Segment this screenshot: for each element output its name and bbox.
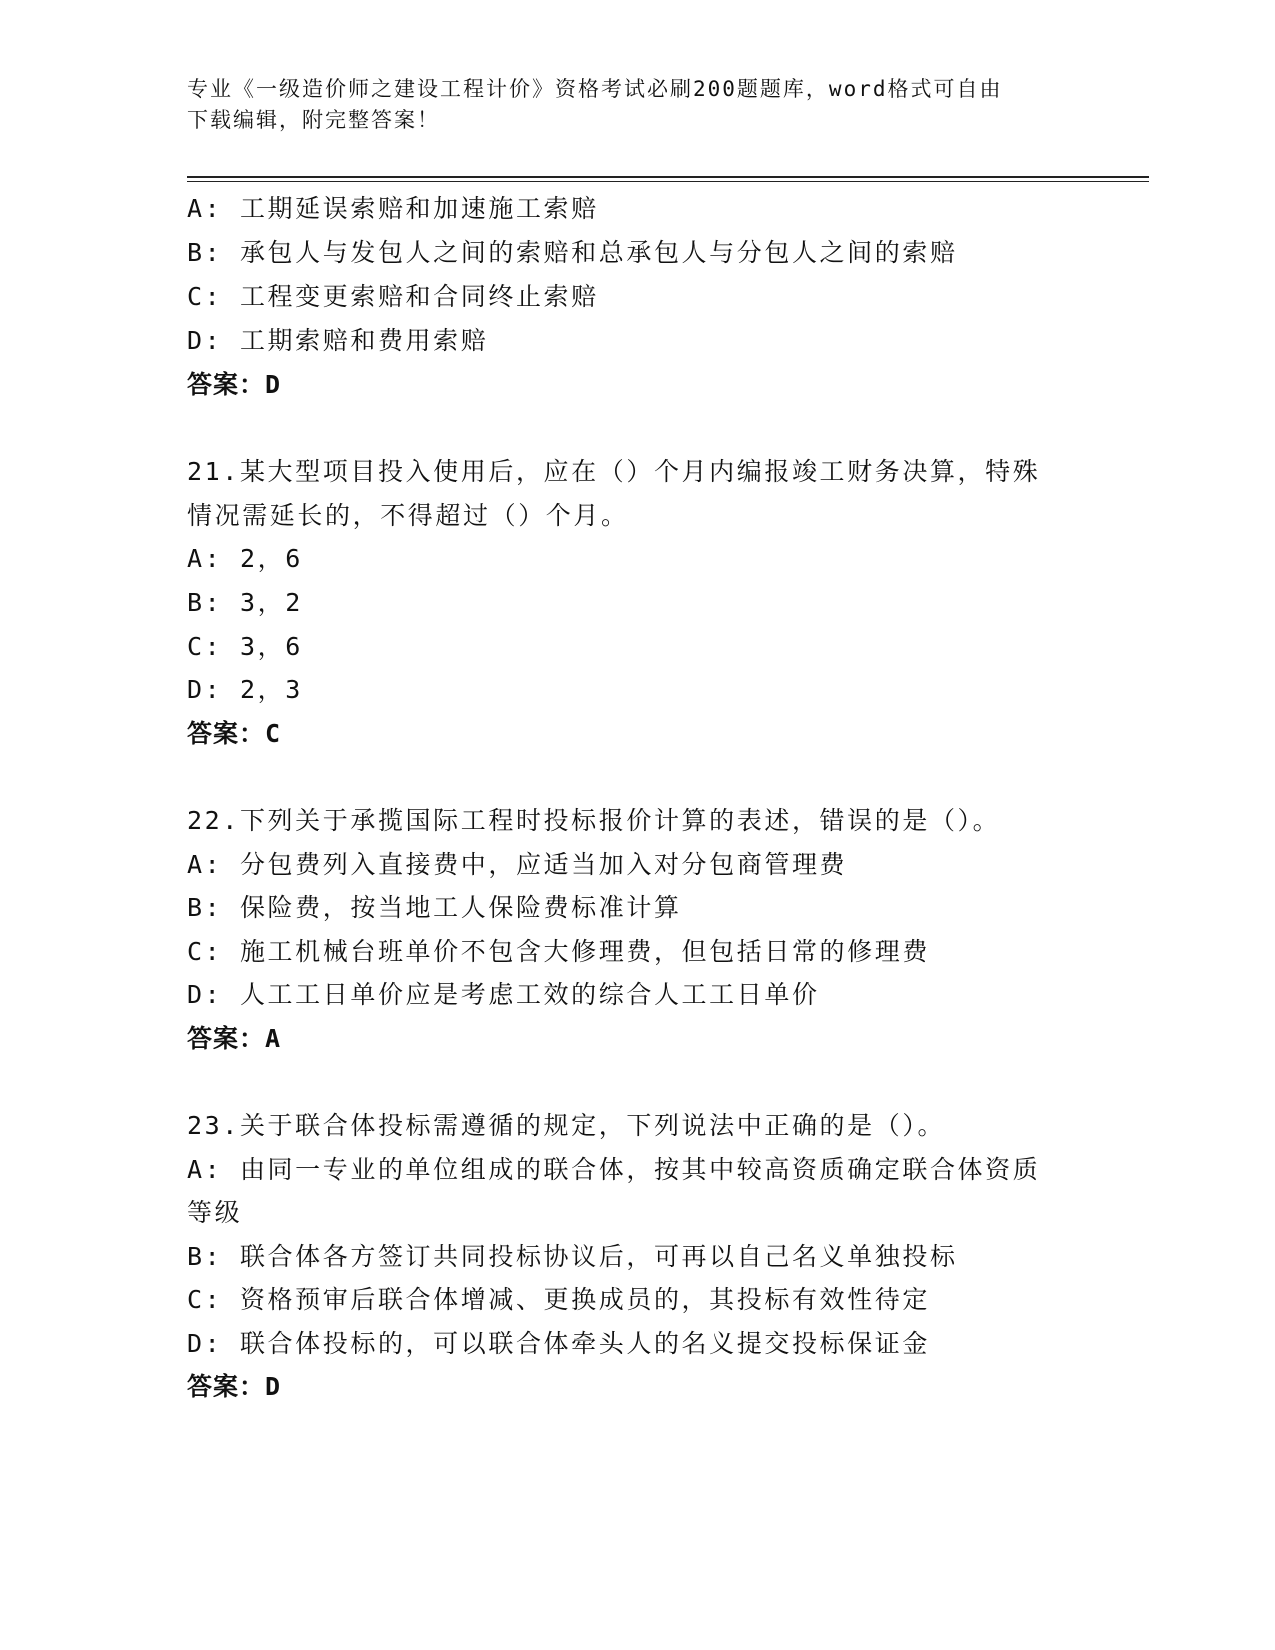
option-b: B: 联合体各方签订共同投标协议后，可再以自己名义单独投标 <box>187 1242 958 1271</box>
option-d: D: 工期索赔和费用索赔 <box>187 326 489 355</box>
option-c: C: 工程变更索赔和合同终止索赔 <box>187 282 599 311</box>
header-line-1: 专业《一级造价师之建设工程计价》资格考试必刷200题题库，word格式可自由 <box>187 77 1003 101</box>
option-a: A: 分包费列入直接费中，应适当加入对分包商管理费 <box>187 850 848 879</box>
option-d: D: 人工工日单价应是考虑工效的综合人工工日单价 <box>187 980 820 1009</box>
option-a: A: 工期延误索赔和加速施工索赔 <box>187 194 599 223</box>
answer: 答案：A <box>187 1024 282 1053</box>
option-a: A: 由同一专业的单位组成的联合体，按其中较高资质确定联合体资质 <box>187 1155 1041 1184</box>
option-a-continued: 等级 <box>187 1198 243 1227</box>
answer: 答案：D <box>187 370 282 399</box>
question-stem: 23.关于联合体投标需遵循的规定，下列说法中正确的是（）。 <box>187 1111 946 1140</box>
page-header <box>187 74 1067 136</box>
header-line-2: 下载编辑，附完整答案！ <box>187 108 440 132</box>
option-c: C: 资格预审后联合体增减、更换成员的，其投标有效性待定 <box>187 1285 930 1314</box>
option-c: C: 3，6 <box>187 632 303 661</box>
option-d: D: 联合体投标的，可以联合体牵头人的名义提交投标保证金 <box>187 1329 930 1358</box>
header-rule-thick <box>187 176 1149 178</box>
question-stem: 情况需延长的，不得超过（）个月。 <box>187 501 629 530</box>
question-stem: 22.下列关于承揽国际工程时投标报价计算的表述，错误的是（）。 <box>187 806 1001 835</box>
header-rule-thin <box>187 181 1149 182</box>
option-b: B: 3，2 <box>187 588 303 617</box>
option-b: B: 承包人与发包人之间的索赔和总承包人与分包人之间的索赔 <box>187 238 958 267</box>
option-c: C: 施工机械台班单价不包含大修理费，但包括日常的修理费 <box>187 937 930 966</box>
option-a: A: 2，6 <box>187 544 303 573</box>
answer: 答案：D <box>187 1372 282 1401</box>
answer: 答案：C <box>187 719 282 748</box>
option-d: D: 2，3 <box>187 675 303 704</box>
option-b: B: 保险费，按当地工人保险费标准计算 <box>187 893 682 922</box>
question-stem: 21.某大型项目投入使用后，应在（）个月内编报竣工财务决算，特殊 <box>187 457 1041 486</box>
